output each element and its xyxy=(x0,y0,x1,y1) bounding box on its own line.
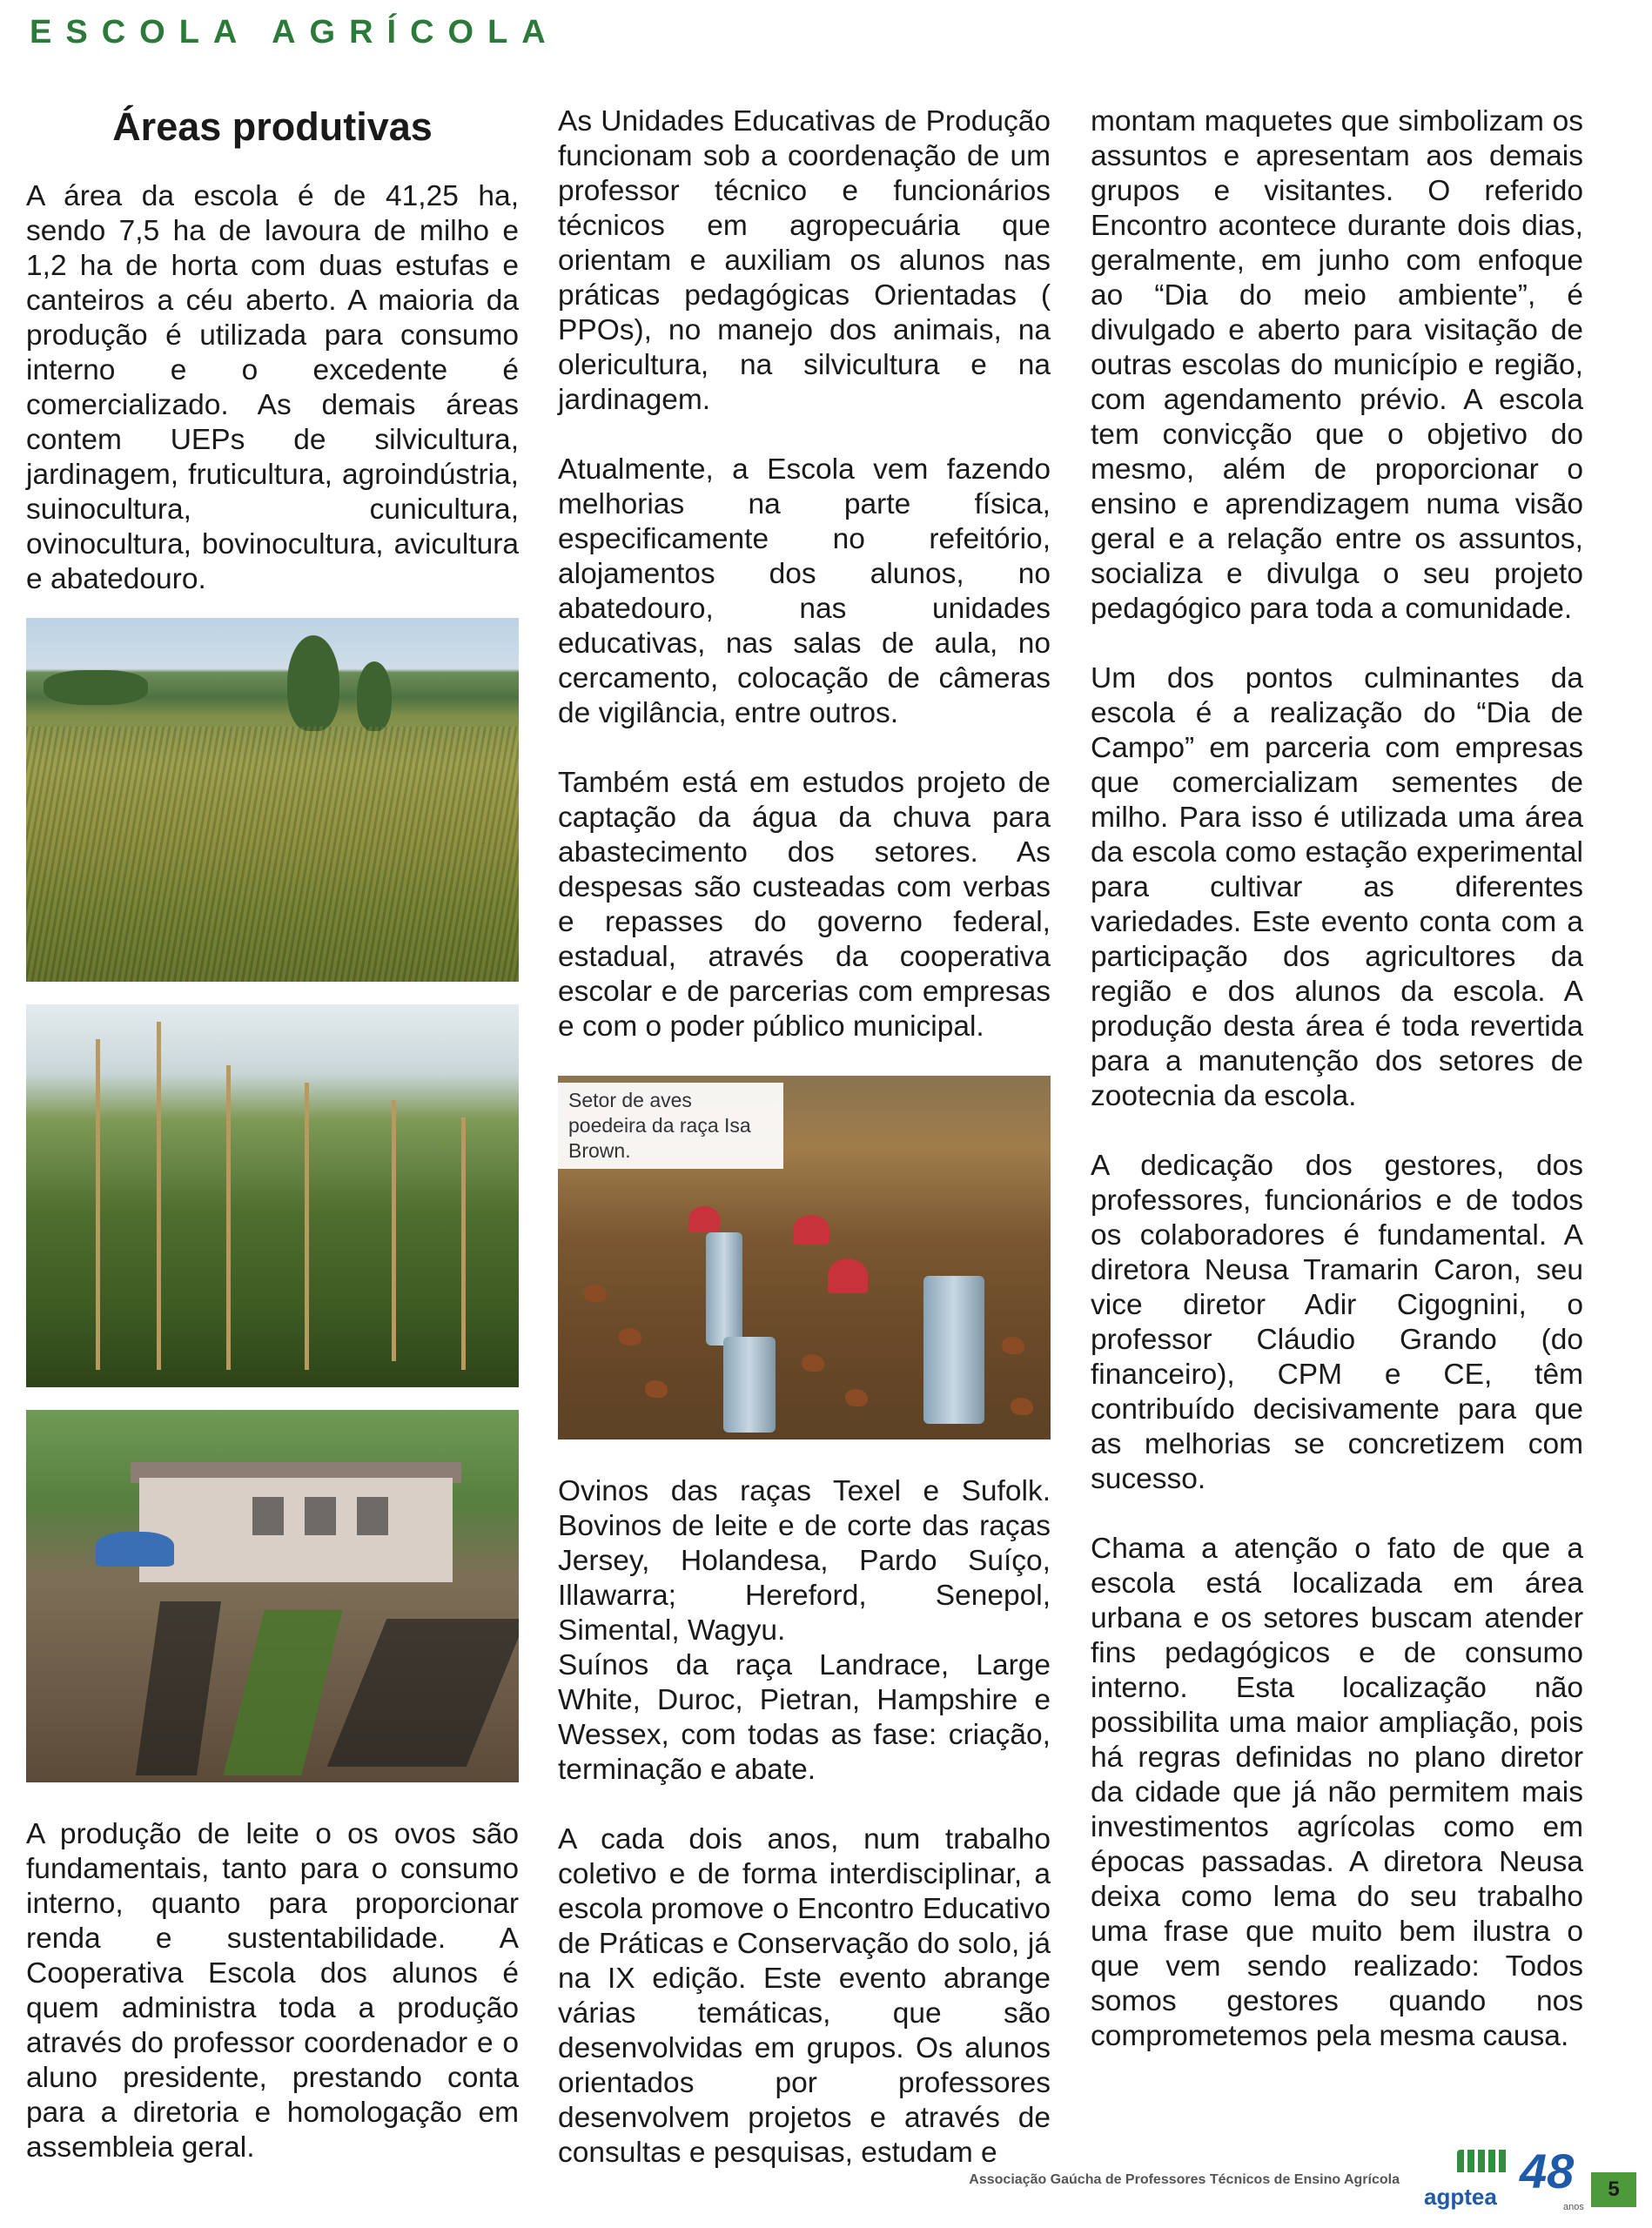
plant-stake xyxy=(226,1065,231,1370)
greenhouse-photo xyxy=(26,1004,519,1387)
column-2 xyxy=(558,104,1051,2171)
hen xyxy=(584,1285,607,1302)
paragraph: As Unidades Educativas de Produção funcionam sob a coordenação de um professor técnico e funcionários técnicos em agropecuária que orientam e auxiliam os alunos nas práticas pedagógicas Orientadas ( PPOs), no manejo dos animais, na olericultura, na silvicultura e na jardinagem. xyxy=(558,105,1051,416)
tree-shape xyxy=(287,635,339,731)
hens-photo xyxy=(558,1076,1051,1439)
shade-net-bed xyxy=(327,1619,519,1767)
logo-name: agptea xyxy=(1424,2184,1497,2210)
photo-caption: Setor de aves poedeira da raça Isa Brown. xyxy=(558,1083,783,1169)
paragraph: Ovinos das raças Texel e Sufolk. Bovinos de leite e de corte das raças Jersey, Holandesa, Pardo Suíço, Illawarra; Hereford, Senepol, Simental, Wagyu. xyxy=(558,1475,1051,1647)
building-window xyxy=(357,1497,388,1535)
hen xyxy=(619,1328,641,1346)
agptea-logo xyxy=(1424,2143,1607,2212)
footer-association: Associação Gaúcha de Professores Técnicos de Ensino Agrícola xyxy=(969,2172,1400,2187)
section-header: ESCOLA AGRÍCOLA xyxy=(30,14,560,50)
logo-years: 48 xyxy=(1520,2144,1575,2198)
paragraph: A produção de leite o os ovos são fundamentais, tanto para o consumo interno, quanto para proporcionar renda e sustentabilidade. A Cooperativa Escola dos alunos é quem administra toda a produção através do professor coordenador e o aluno presidente, prestando conta para a diretoria e homologação em assembleia geral. xyxy=(26,1818,519,2164)
plant-stake xyxy=(461,1117,466,1370)
column-1 xyxy=(26,104,519,2165)
plant-stake xyxy=(157,1022,161,1370)
hen xyxy=(802,1354,824,1372)
hen xyxy=(845,1389,868,1406)
vegetable-bed xyxy=(223,1610,342,1775)
tree-shape xyxy=(357,661,392,731)
logo-years-label: anos xyxy=(1563,2202,1584,2212)
water-feeder xyxy=(923,1276,984,1424)
building-window xyxy=(305,1497,336,1535)
water-feeder xyxy=(723,1337,776,1433)
garden-beds-photo xyxy=(26,1410,519,1782)
red-feeder xyxy=(688,1206,720,1232)
tree-shape xyxy=(44,670,148,705)
hen xyxy=(1011,1398,1033,1415)
building-window xyxy=(252,1497,284,1535)
paragraph: Também está em estudos projeto de captação da água da chuva para abastecimento dos setores. As despesas são custeadas com verbas e repasses do governo federal, estadual, através da cooperativa escolar e de parcerias com empresas e com o poder público municipal. xyxy=(558,767,1051,1043)
red-feeder xyxy=(828,1258,868,1293)
article-heading: Áreas produtivas xyxy=(112,104,433,149)
plant-stake xyxy=(305,1083,309,1370)
shade-net-bed xyxy=(136,1601,221,1775)
hen xyxy=(1002,1337,1024,1354)
column-3 xyxy=(1091,104,1583,2054)
blue-tarp xyxy=(96,1532,174,1567)
paragraph: A dedicação dos gestores, dos professores, funcionários e de todos os colaboradores é fundamental. A diretora Neusa Tramarin Caron, seu vice diretor Adir Cigognini, o professor Cláudio Grando (do financeiro), CPM e CE, têm contribuído decisivamente para que as melhorias se concretizem com sucesso. xyxy=(1091,1150,1583,1495)
plant-stake xyxy=(96,1039,100,1370)
plant-stake xyxy=(392,1100,396,1361)
school-building xyxy=(139,1478,453,1582)
paragraph: Um dos pontos culminantes da escola é a realização do “Dia de Campo” em parceria com empresas que comercializam sementes de milho. Para isso é utilizada uma área da escola como estação experimental para cultivar as diferentes variedades. Este evento conta com a participação dos agricultores da região e dos alunos da escola. A produção desta área é toda revertida para a manutenção dos setores de zootecnia da escola. xyxy=(1091,662,1583,1112)
corn-field-photo xyxy=(26,618,519,982)
paragraph: montam maquetes que simbolizam os assuntos e apresentam aos demais grupos e visitantes. O referido Encontro acontece durante dois dias, geralmente, em junho com enfoque ao “Dia do meio ambiente”, é divulgado e aberto para visitação de outras escolas do município e região, com agendamento prévio. A escola tem convicção que o objetivo do mesmo, além de proporcionar o ensino e aprendizagem numa visão geral e a relação entre os assuntos, socializa e divulga o seu projeto pedagógico para toda a comunidade. xyxy=(1091,105,1583,625)
red-feeder xyxy=(793,1215,829,1245)
paragraph: A área da escola é de 41,25 ha, sendo 7,5 ha de lavoura de milho e 1,2 ha de horta com duas estufas e canteiros a céu aberto. A maioria da produção é utilizada para consumo interno e o excedente é comercializado. As demais áreas contem UEPs de silvicultura, jardinagem, fruticultura, agroindústria, suinocultura, cunicultura, ovinocultura, bovinocultura, avicultura e abatedouro. xyxy=(26,180,519,595)
paragraph: Suínos da raça Landrace, Large White, Duroc, Pietran, Hampshire e Wessex, com todas as fase: criação, terminação e abate. xyxy=(558,1649,1051,1786)
hen xyxy=(645,1380,668,1398)
page-number: 5 xyxy=(1591,2172,1636,2207)
paragraph: A cada dois anos, num trabalho coletivo e de forma interdisciplinar, a escola promove o Encontro Educativo de Práticas e Conservação do solo, já na IX edição. Este evento abrange várias temáticas, que são desenvolvidas em grupos. Os alunos orientados por professores desenvolvem projetos e através de consultas e pesquisas, estudam e xyxy=(558,1823,1051,2169)
paragraph: Chama a atenção o fato de que a escola está localizada em área urbana e os setores buscam atender fins pedagógicos e de consumo interno. Esta localização não possibilita uma maior ampliação, pois há regras definidas no plano diretor da cidade que já não permitem mais investimentos agrícolas como em épocas passadas. A diretora Neusa deixa como lema do seu trabalho uma frase que muito bem ilustra o que vem sendo realizado: Todos somos gestores quando nos comprometemos pela mesma causa. xyxy=(1091,1533,1583,2052)
water-feeder xyxy=(706,1232,742,1346)
leaves-icon xyxy=(1457,2150,1509,2172)
paragraph: Atualmente, a Escola vem fazendo melhorias na parte física, especificamente no refeitório, alojamentos dos alunos, no abatedouro, nas unidades educativas, nas salas de aula, no cercamento, colocação de câmeras de vigilância, entre outros. xyxy=(558,453,1051,729)
